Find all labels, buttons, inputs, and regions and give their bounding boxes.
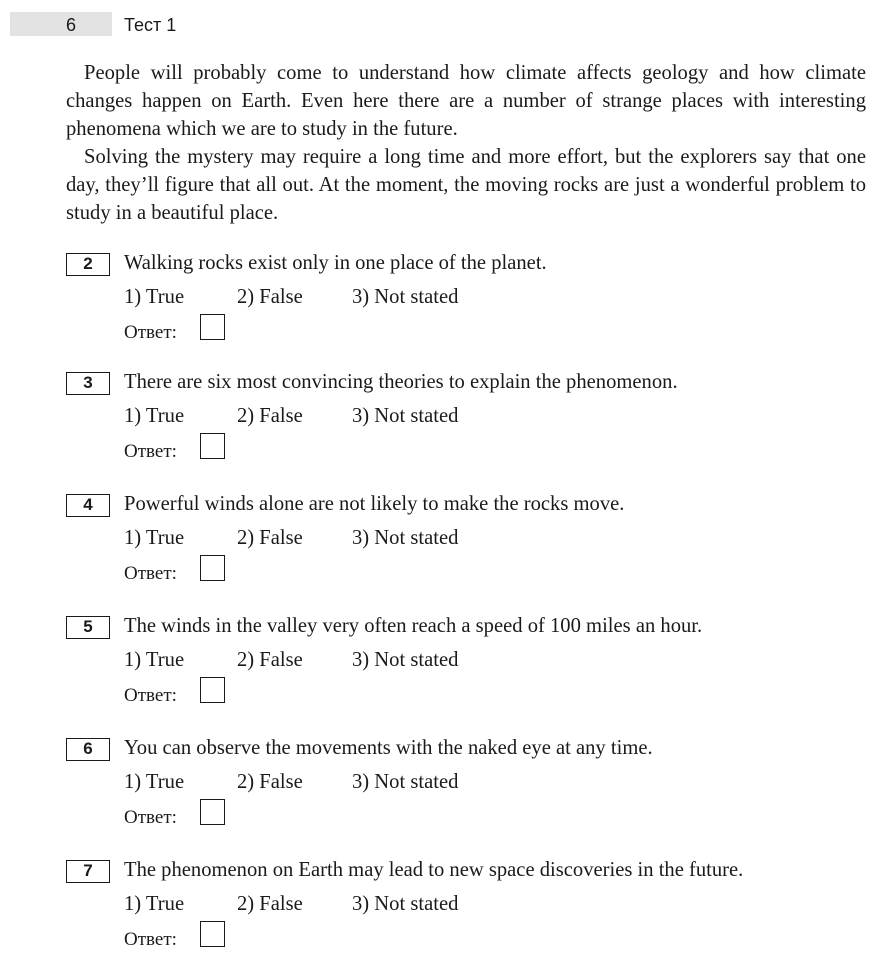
question-item <box>66 615 866 725</box>
option-true: 1) True <box>124 527 185 549</box>
option-not-stated: 3) Not stated <box>352 771 459 793</box>
option-false: 2) False <box>237 893 303 915</box>
answer-box[interactable] <box>200 921 225 947</box>
question-item <box>66 737 866 847</box>
answer-label: Ответ: <box>124 441 177 462</box>
question-statement: The winds in the valley very often reach a speed of 100 miles an hour. <box>124 615 703 637</box>
answer-label: Ответ: <box>124 929 177 950</box>
option-not-stated: 3) Not stated <box>352 893 459 915</box>
question-item <box>66 493 866 603</box>
option-true: 1) True <box>124 286 185 308</box>
answer-box[interactable] <box>200 555 225 581</box>
option-not-stated: 3) Not stated <box>352 649 459 671</box>
passage-paragraph: People will probably come to understand how climate affects geology and how climate changes happen on Earth. Even here there are a number of strange places with interesting phenomena which we are to study in the future. <box>66 62 866 140</box>
option-not-stated: 3) Not stated <box>352 405 459 427</box>
question-statement: The phenomenon on Earth may lead to new space discoveries in the future. <box>124 859 744 881</box>
question-statement: There are six most convincing theories to explain the phenomenon. <box>124 371 678 393</box>
option-not-stated: 3) Not stated <box>352 527 459 549</box>
question-number: 6 <box>66 738 110 761</box>
question-statement: You can observe the movements with the naked eye at any time. <box>124 737 653 759</box>
answer-box[interactable] <box>200 314 225 340</box>
question-number: 5 <box>66 616 110 639</box>
option-true: 1) True <box>124 893 185 915</box>
option-false: 2) False <box>237 527 303 549</box>
reading-passage <box>66 59 866 227</box>
option-true: 1) True <box>124 649 185 671</box>
option-false: 2) False <box>237 286 303 308</box>
question-statement: Walking rocks exist only in one place of the planet. <box>124 252 547 274</box>
answer-label: Ответ: <box>124 685 177 706</box>
answer-label: Ответ: <box>124 322 177 343</box>
option-false: 2) False <box>237 771 303 793</box>
answer-label: Ответ: <box>124 563 177 584</box>
answer-box[interactable] <box>200 677 225 703</box>
option-true: 1) True <box>124 405 185 427</box>
option-true: 1) True <box>124 771 185 793</box>
question-number: 3 <box>66 372 110 395</box>
question-number: 2 <box>66 253 110 276</box>
question-statement: Powerful winds alone are not likely to make the rocks move. <box>124 493 625 515</box>
option-false: 2) False <box>237 405 303 427</box>
page-number: 6 <box>66 15 77 35</box>
passage-paragraph: Solving the mystery may require a long time and more effort, but the explorers say that one day, they’ll figure that all out. At the moment, the moving rocks are just a wonderful problem to study in a beautiful place. <box>66 146 866 224</box>
answer-box[interactable] <box>200 799 225 825</box>
test-title: Тест 1 <box>124 15 177 35</box>
answer-label: Ответ: <box>124 807 177 828</box>
question-item <box>66 859 866 969</box>
option-false: 2) False <box>237 649 303 671</box>
question-number: 7 <box>66 860 110 883</box>
question-number: 4 <box>66 494 110 517</box>
question-item <box>66 371 866 481</box>
page-header-bar <box>10 12 112 36</box>
question-item <box>66 252 866 362</box>
answer-box[interactable] <box>200 433 225 459</box>
option-not-stated: 3) Not stated <box>352 286 459 308</box>
